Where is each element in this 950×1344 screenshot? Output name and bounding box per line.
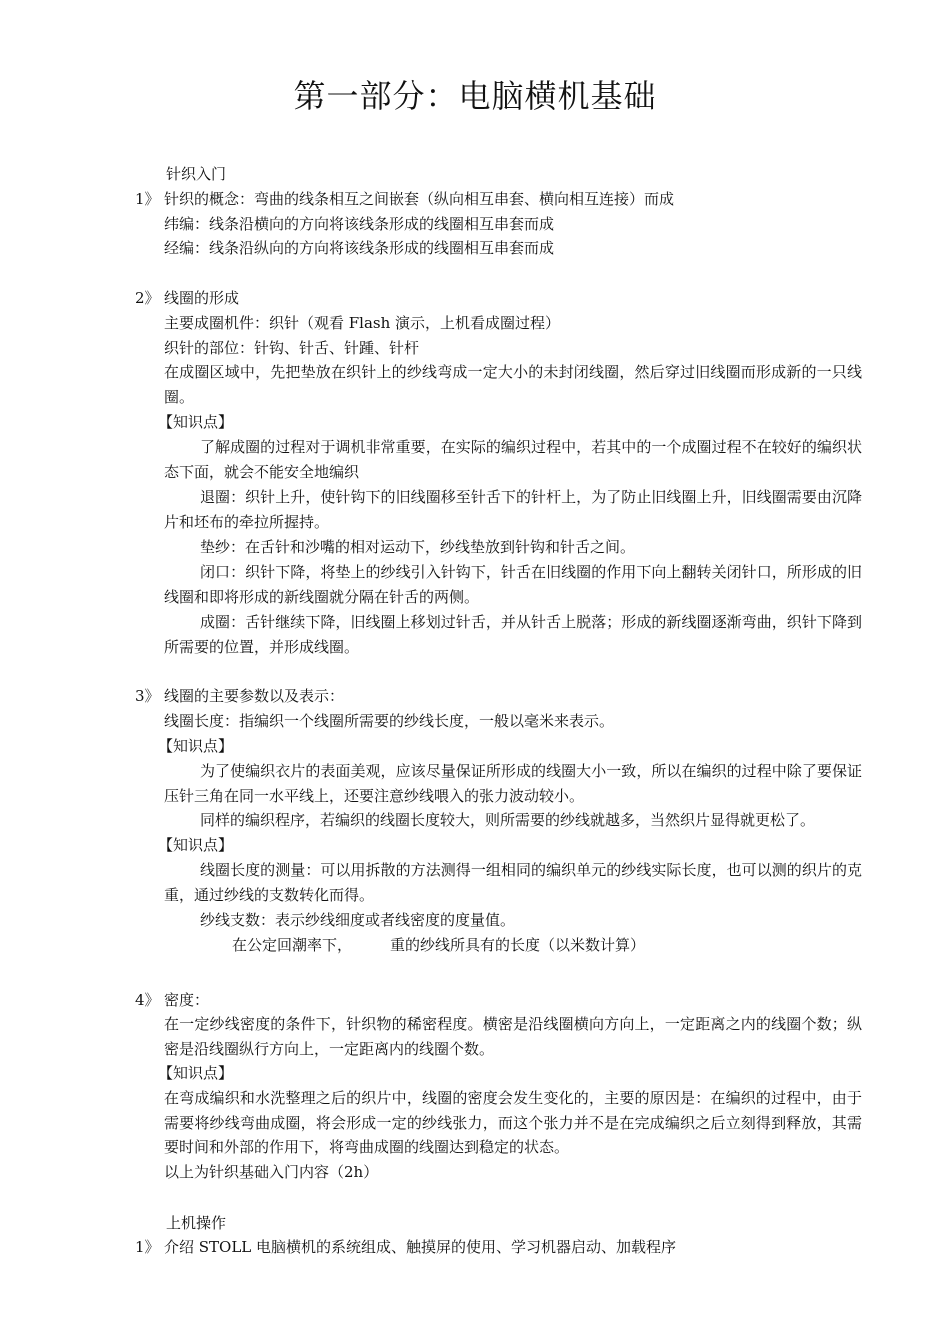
knowledge-point-label: 【知识点】 (158, 1064, 234, 1082)
page-title: 第一部分：电脑横机基础 (293, 77, 657, 115)
yarn-laying-step: 垫纱：在舌针和沙嘴的相对运动下，纱线垫放到针钩和针舌之间。 (200, 538, 636, 556)
item-number-2: 2》 (135, 289, 160, 307)
closing-step: 闭口：织针下降，将垫上的纱线引入针钩下，针舌在旧线圈的作用下向上翻转关闭针口，所形成的旧线圈和即将形成的新线圈就分隔在针舌的两侧。 (164, 563, 862, 606)
density-heading: 密度： (164, 991, 210, 1009)
knowledge-point-text: 了解成圈的过程对于调机非常重要，在实际的编织过程中，若其中的一个成圈过程不在较好的编织状态下面，就会不能安全地编织 (164, 438, 862, 481)
knowledge-point-label: 【知识点】 (158, 836, 234, 854)
loop-parameters-heading: 线圈的主要参数以及表示： (164, 687, 345, 705)
warp-knitting-definition: 经编：线条沿纵向的方向将该线条形成的线圈相互串套而成 (164, 239, 555, 257)
yarn-count-length: 重的纱线所具有的长度（以米数计算） (390, 936, 646, 954)
density-definition: 在一定纱线密度的条件下，针织物的稀密程度。横密是沿线圈横向方向上，一定距离之内的线圈个数；纵密是沿线圈纵行方向上，一定距离内的线圈个数。 (164, 1015, 862, 1058)
yarn-count-definition: 纱线支数：表示纱线细度或者线密度的度量值。 (200, 911, 516, 929)
yarn-count-condition: 在公定回潮率下， (232, 936, 353, 954)
item-number-4: 4》 (135, 991, 160, 1009)
knockover-step: 退圈：织针上升，使针钩下的旧线圈移至针舌下的针杆上，为了防止旧线圈上升，旧线圈需要由沉降片和坯布的牵拉所握持。 (164, 488, 862, 531)
weft-knitting-definition: 纬编：线条沿横向的方向将该线条形成的线圈相互串套而成 (164, 215, 555, 233)
loop-length-measurement: 线圈长度的测量：可以用拆散的方法测得一组相同的编织单元的纱线实际长度，也可以测的织片的克重，通过纱线的支数转化而得。 (164, 861, 862, 904)
loop-length-definition: 线圈长度：指编织一个线圈所需要的纱线长度，一般以毫米来表示。 (164, 712, 615, 730)
section-heading-machine-operation: 上机操作 (166, 1214, 227, 1232)
needle-parts: 织针的部位：针钩、针舌、针踵、针杆 (164, 339, 420, 357)
loop-formation-heading: 线圈的形成 (164, 289, 240, 307)
main-loop-forming-parts: 主要成圈机件：织针（观看 Flash 演示，上机看成圈过程） (164, 314, 561, 332)
loop-forming-process: 在成圈区域中，先把垫放在织针上的纱线弯成一定大小的未封闭线圈，然后穿过旧线圈而形成新的一只线圈。 (164, 363, 862, 406)
density-knowledge-text: 在弯成编织和水洗整理之后的织片中，线圈的密度会发生变化的，主要的原因是：在编织的过程中，由于需要将纱线弯曲成圈，将会形成一定的纱线张力，而这个张力并不是在完成编织之后立刻得到释放，其需要时间和外部的作用下，将弯曲成圈的线圈达到稳定的状态。 (164, 1089, 862, 1156)
item-number-3: 3》 (135, 687, 160, 705)
stoll-intro: 介绍 STOLL 电脑横机的系统组成、触摸屏的使用、学习机器启动、加载程序 (164, 1238, 677, 1256)
knowledge-point-text: 为了使编织衣片的表面美观，应该尽量保证所形成的线圈大小一致，所以在编织的过程中除了要保证压针三角在同一水平线上，还要注意纱线喂入的张力波动较小。 (164, 762, 862, 805)
summary-note: 以上为针织基础入门内容（2h） (164, 1163, 379, 1181)
knowledge-point-text: 同样的编织程序，若编织的线圈长度较大，则所需要的纱线就越多，当然织片显得就更松了。 (200, 811, 816, 829)
knitting-concept: 针织的概念：弯曲的线条相互之间嵌套（纵向相互串套、横向相互连接）而成 (164, 190, 675, 208)
section-heading-knitting-intro: 针织入门 (166, 165, 227, 183)
item-number-1: 1》 (135, 190, 160, 208)
item-number-1: 1》 (135, 1238, 160, 1256)
loop-forming-step: 成圈：舌针继续下降，旧线圈上移划过针舌，并从针舌上脱落；形成的新线圈逐渐弯曲，织针下降到所需要的位置，并形成线圈。 (164, 613, 862, 656)
knowledge-point-label: 【知识点】 (158, 413, 234, 431)
knowledge-point-label: 【知识点】 (158, 737, 234, 755)
